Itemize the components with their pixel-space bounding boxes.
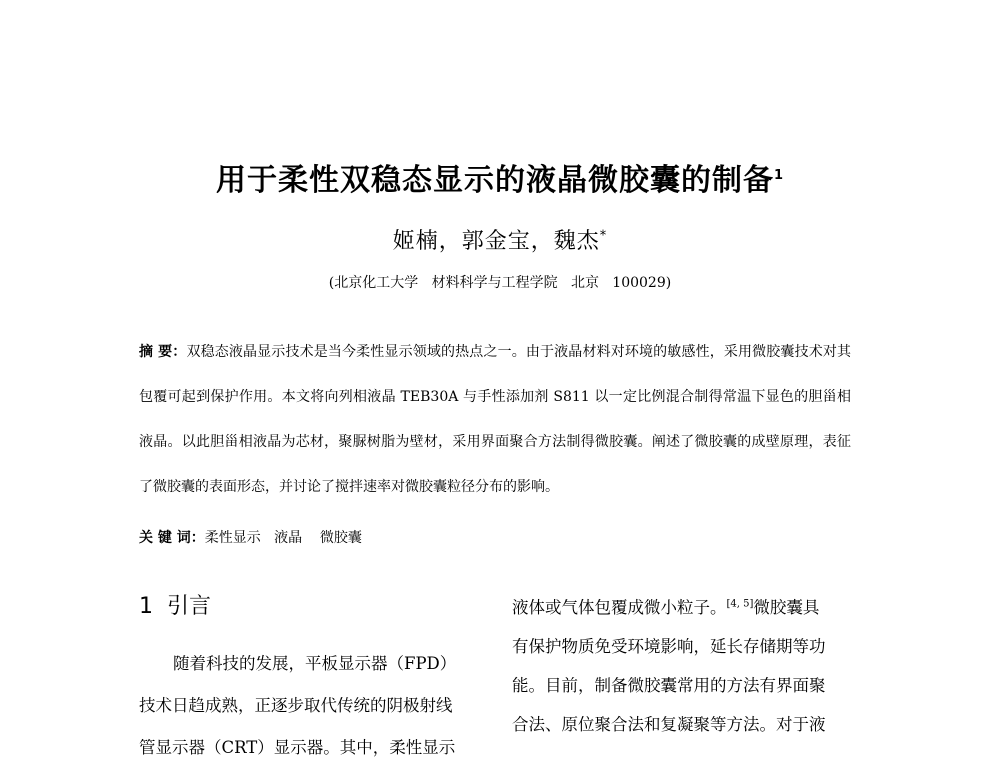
- author-names: 姬楠，郭金宝，魏杰: [392, 229, 600, 254]
- body-line-text: 微胶囊具: [753, 598, 820, 617]
- body-line: 管显示器（CRT）显示器。其中，柔性显示: [139, 738, 456, 757]
- paper-title: [0, 161, 1000, 201]
- body-column-right: [512, 588, 852, 744]
- keywords-text: 柔性显示 液晶 微胶囊: [204, 530, 362, 546]
- abstract-label: 摘 要：: [139, 344, 187, 360]
- section-heading-introduction: 1 引言: [139, 594, 211, 619]
- body-line: 有保护物质免受环境影响，延长存储期等功: [512, 637, 826, 656]
- keywords-label: 关 键 词：: [139, 530, 205, 546]
- body-column-left: [139, 643, 475, 769]
- title-footnote-mark: 1: [773, 168, 785, 183]
- paper-title-text: 用于柔性双稳态显示的液晶微胶囊的制备: [215, 163, 774, 198]
- body-line-text: 液体或气体包覆成微小粒子。: [512, 598, 727, 617]
- abstract: [139, 330, 851, 510]
- body-line: 随着科技的发展，平板显示器（FPD）: [173, 654, 457, 673]
- keywords: [139, 526, 851, 550]
- affiliation: (北京化工大学 材料科学与工程学院 北京 100029): [328, 275, 672, 291]
- citation-reference: [4, 5]: [726, 598, 754, 610]
- body-line: 技术日趋成熟，正逐步取代传统的阴极射线: [139, 696, 453, 715]
- body-line: [512, 588, 852, 627]
- body-line: 能。目前，制备微胶囊常用的方法有界面聚: [512, 676, 826, 695]
- author-list: [0, 227, 1000, 257]
- corresponding-author-mark: *: [599, 228, 608, 244]
- abstract-text: 双稳态液晶显示技术是当今柔性显示领域的热点之一。由于液晶材料对环境的敏感性，采用微胶囊技术对其包覆可起到保护作用。本文将向列相液晶 TEB30A 与手性添加剂 S811 以一定比例混合制得常温下显色的胆甾相液晶。以此胆甾相液晶为芯材，聚脲树脂为壁材，采用界面聚合方法制得微胶囊。阐述了微胶囊的成壁原理，表征了微胶囊的表面形态，并讨论了搅拌速率对微胶囊粒径分布的影响。: [139, 344, 852, 495]
- body-line: 合法、原位聚合法和复凝聚等方法。对于液: [512, 715, 826, 734]
